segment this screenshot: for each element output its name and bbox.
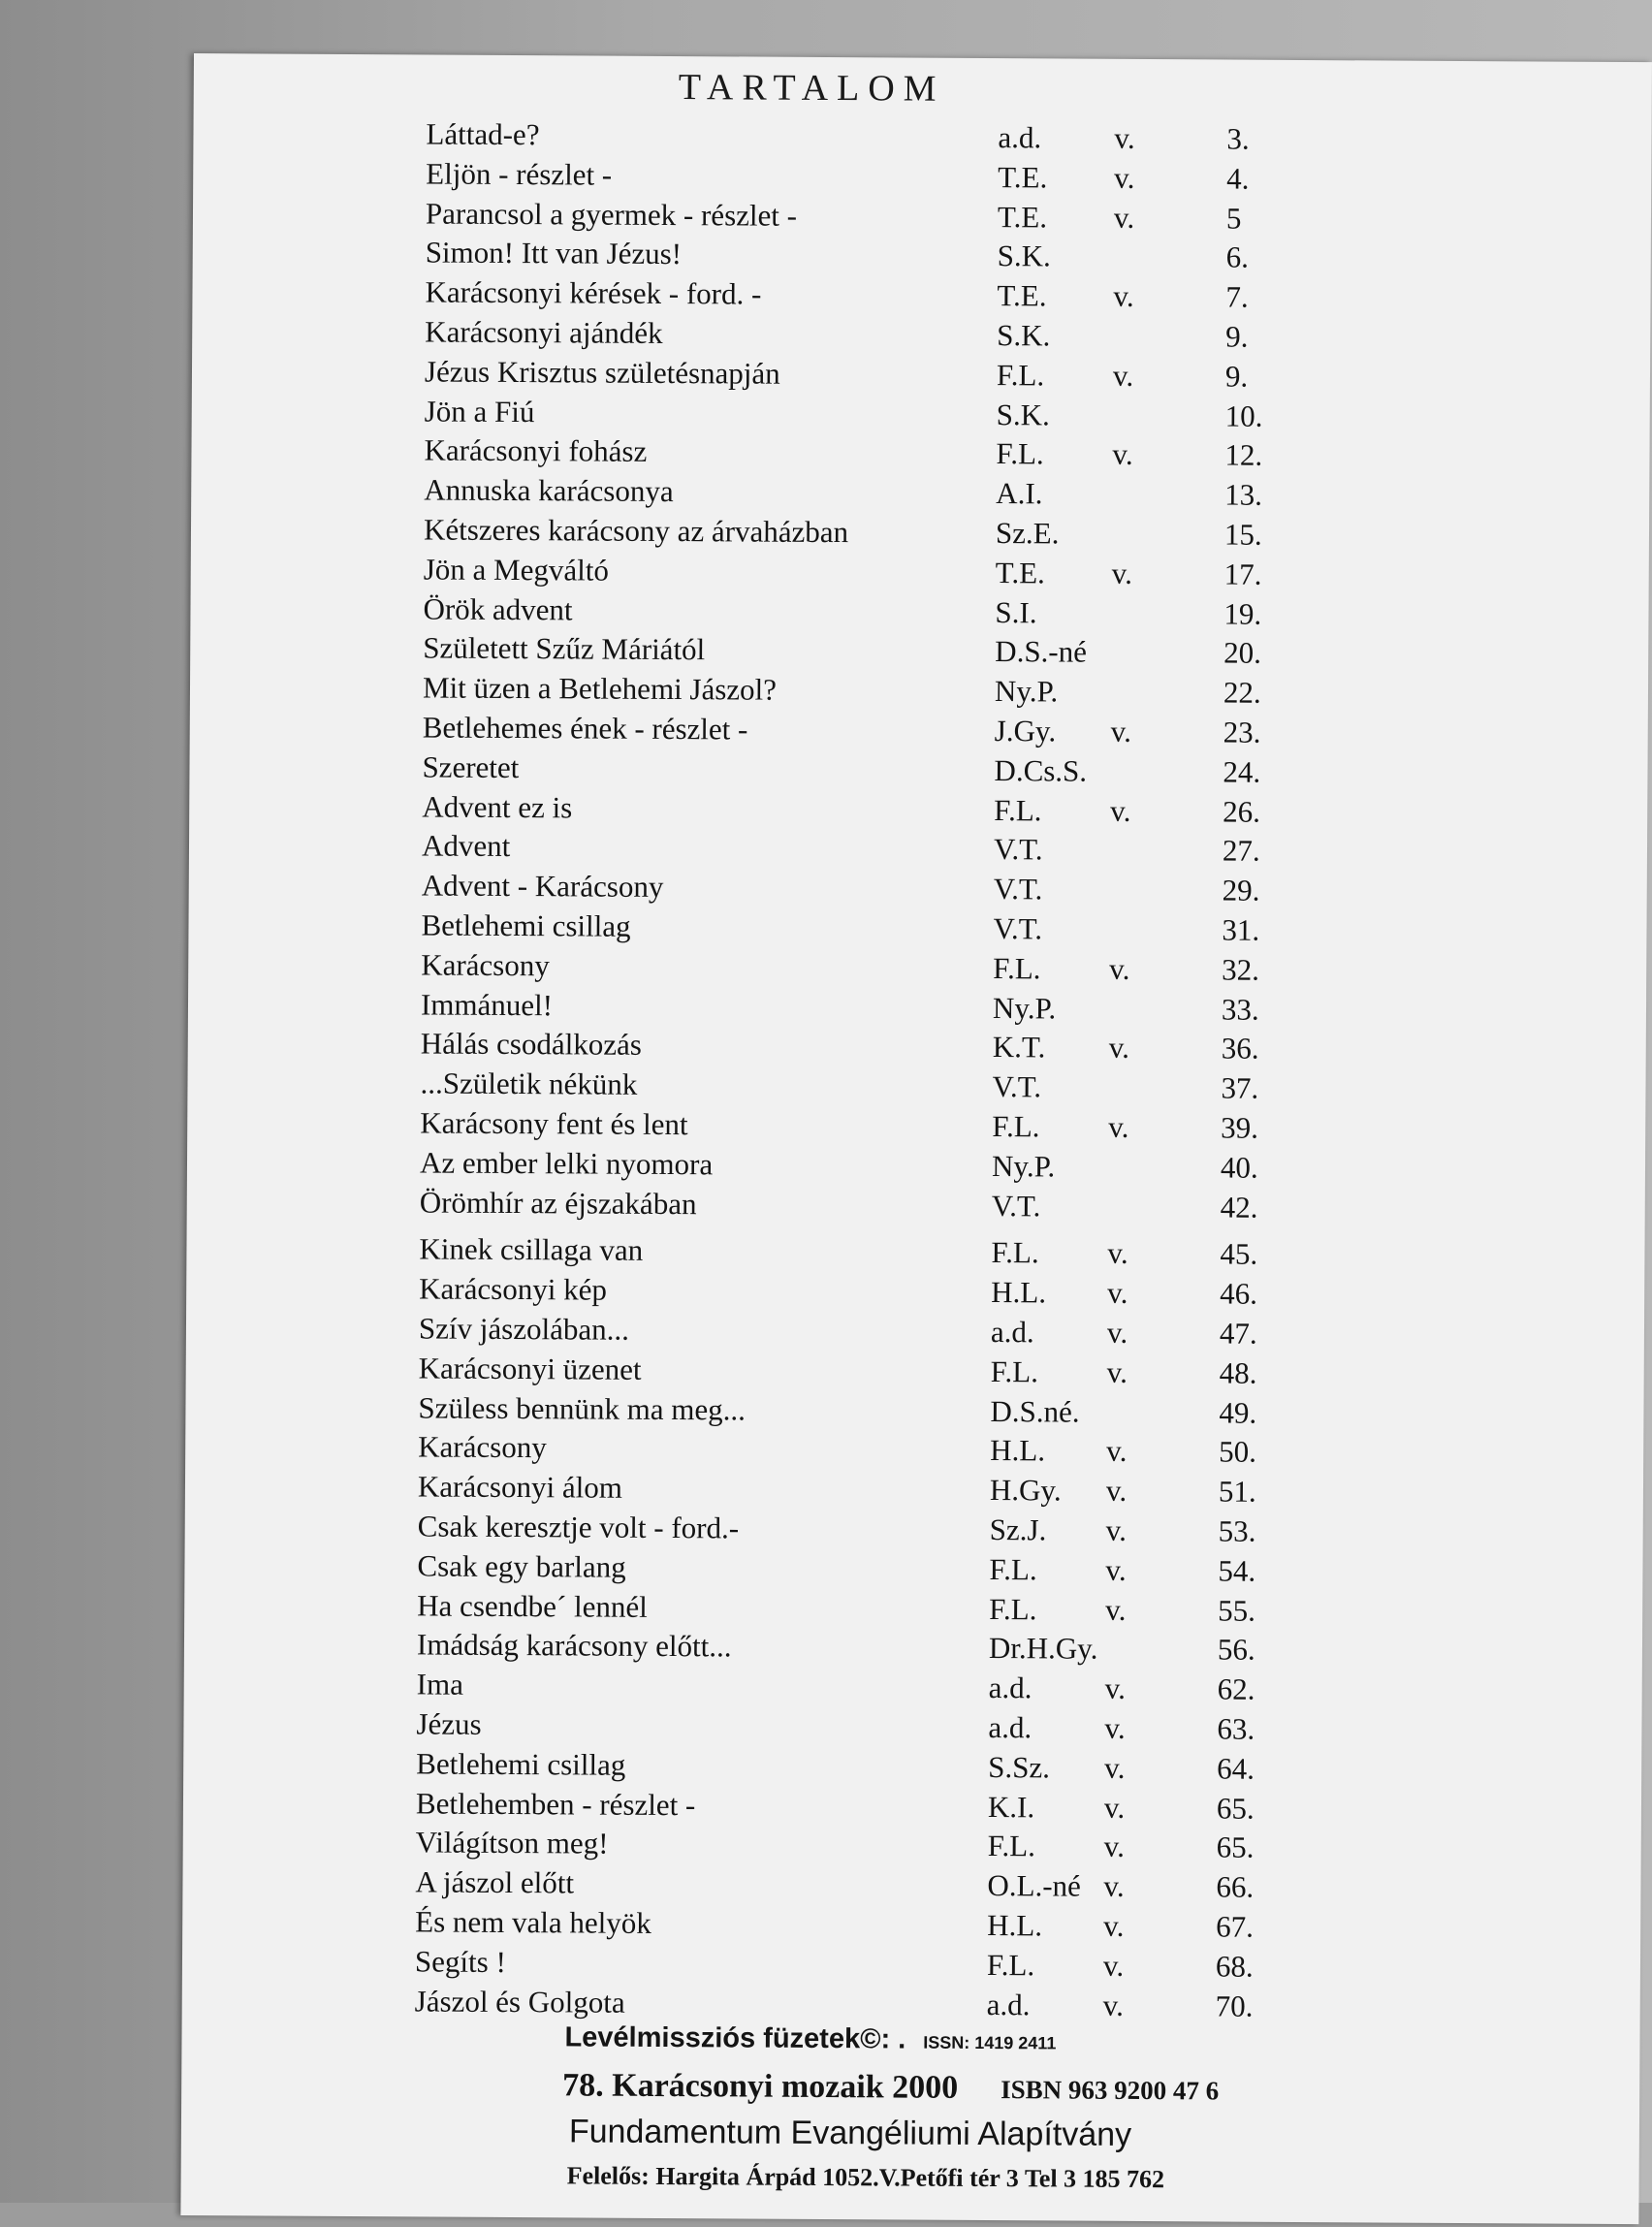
entry-mark: v. <box>1103 1829 1126 1864</box>
entry-author: V.T. <box>992 1069 1042 1104</box>
entry-page: 39. <box>1221 1110 1259 1145</box>
entry-author: F.L. <box>996 357 1045 393</box>
entry-title: Csak keresztje volt - ford.- <box>417 1509 740 1545</box>
entry-author: H.Gy. <box>989 1473 1062 1508</box>
entry-title: Csak egy barlang <box>417 1548 626 1584</box>
entry-mark: v. <box>1102 1988 1125 2022</box>
entry-author: a.d. <box>986 1987 1031 2021</box>
entry-title: És nem vala helyök <box>415 1904 651 1940</box>
entry-title: Hálás csodálkozás <box>420 1026 642 1063</box>
entry-title: Karácsonyi fohász <box>424 432 648 469</box>
entry-page: 70. <box>1215 1988 1254 2023</box>
entry-title: Karácsonyi ajándék <box>425 314 663 350</box>
entry-mark: v. <box>1111 556 1133 590</box>
entry-mark: v. <box>1106 1434 1128 1469</box>
entry-page: 24. <box>1223 754 1261 789</box>
entry-author: V.T. <box>993 872 1043 907</box>
entry-page: 66. <box>1216 1869 1255 1904</box>
volume-title: 78. Karácsonyi mozaik 2000 <box>562 2067 959 2106</box>
entry-title: Imádság karácsony előtt... <box>416 1627 732 1664</box>
entry-mark: v. <box>1103 1790 1126 1825</box>
entry-mark: v. <box>1112 437 1133 472</box>
entry-author: a.d. <box>988 1670 1032 1705</box>
toc-entry <box>187 1182 1645 1229</box>
entry-author: Ny.P. <box>994 674 1059 709</box>
entry-page: 22. <box>1223 675 1261 710</box>
entry-author: V.T. <box>991 1188 1041 1223</box>
entry-author: T.E. <box>997 278 1047 313</box>
entry-page: 50. <box>1219 1434 1257 1470</box>
entry-page: 10. <box>1224 398 1263 433</box>
entry-author: F.L. <box>994 792 1042 827</box>
entry-title: Annuska karácsonya <box>424 472 674 509</box>
entry-page: 17. <box>1223 557 1262 591</box>
entry-page: 49. <box>1219 1395 1257 1430</box>
entry-mark: v. <box>1113 200 1135 235</box>
entry-author: F.L. <box>993 950 1041 986</box>
entry-title: Kétszeres karácsony az árvaházban <box>423 512 849 550</box>
entry-title: Eljön - részlet - <box>426 156 613 192</box>
entry-title: Szeretet <box>422 749 520 784</box>
entry-title: Segíts ! <box>414 1944 506 1979</box>
entry-author: T.E. <box>995 555 1045 590</box>
entry-page: 23. <box>1223 715 1261 749</box>
entry-title: Mit üzen a Betlehemi Jászol? <box>422 670 778 707</box>
entry-mark: v. <box>1102 1948 1125 1983</box>
footer-responsible: Felelős: Hargita Árpád 1052.V.Petőfi tér 3 Tel 3 185 762 <box>566 2161 1165 2194</box>
entry-page: 20. <box>1223 635 1262 671</box>
entry-page: 68. <box>1215 1949 1254 1984</box>
entry-author: a.d. <box>998 120 1042 155</box>
entry-title: Karácsony <box>421 947 550 983</box>
entry-title: A jászol előtt <box>415 1864 575 1900</box>
entry-page: 5 <box>1225 201 1242 236</box>
series-name: Levélmissziós füzetek©: . <box>564 2021 906 2055</box>
document-page <box>180 53 1652 2224</box>
entry-author: F.L. <box>996 436 1044 471</box>
entry-page: 3. <box>1226 121 1250 156</box>
entry-mark: v. <box>1110 714 1132 748</box>
entry-author: D.S.-né <box>995 634 1088 670</box>
entry-author: S.K. <box>997 239 1051 273</box>
entry-page: 15. <box>1223 517 1262 552</box>
entry-page: 63. <box>1217 1711 1255 1746</box>
entry-mark: v. <box>1105 1512 1128 1547</box>
entry-title: Láttad-e? <box>426 116 540 152</box>
entry-mark: v. <box>1108 1031 1130 1066</box>
entry-page: 26. <box>1223 794 1261 829</box>
entry-mark: v. <box>1108 1109 1129 1144</box>
entry-page: 65. <box>1216 1829 1255 1865</box>
entry-mark: v. <box>1113 278 1134 314</box>
table-of-contents <box>180 53 1652 2224</box>
entry-page: 40. <box>1220 1150 1258 1185</box>
entry-title: Betlehemi csillag <box>421 907 631 943</box>
entry-title: Szüless bennünk ma meg... <box>418 1390 747 1427</box>
entry-title: Betlehemes ének - részlet - <box>422 710 748 747</box>
entry-title: Advent - Karácsony <box>421 868 664 905</box>
footer-publisher: Fundamentum Evangéliumi Alapítvány <box>568 2113 1132 2153</box>
entry-mark: v. <box>1106 1354 1128 1389</box>
entry-page: 56. <box>1217 1632 1255 1668</box>
entry-page: 64. <box>1217 1751 1255 1786</box>
entry-author: H.L. <box>990 1433 1046 1468</box>
entry-author: a.d. <box>990 1315 1034 1350</box>
entry-mark: v. <box>1103 1908 1125 1943</box>
entry-page: 65. <box>1216 1791 1255 1826</box>
entry-title: Immánuel! <box>420 987 554 1022</box>
entry-page: 19. <box>1223 596 1262 631</box>
entry-author: F.L. <box>992 1109 1040 1144</box>
entry-page: 13. <box>1224 477 1263 512</box>
entry-mark: v. <box>1105 1592 1127 1627</box>
entry-page: 7. <box>1225 279 1249 314</box>
entry-page: 48. <box>1219 1355 1257 1390</box>
entry-author: A.I. <box>996 476 1043 511</box>
page-title: TARTALOM <box>678 67 945 110</box>
entry-author: F.L. <box>989 1591 1037 1626</box>
entry-page: 45. <box>1220 1236 1258 1272</box>
entry-author: Ny.P. <box>991 1148 1056 1184</box>
toc-entry <box>182 1981 1640 2028</box>
entry-author: F.L. <box>991 1235 1039 1270</box>
entry-page: 46. <box>1220 1276 1258 1311</box>
entry-mark: v. <box>1105 1473 1128 1509</box>
entry-title: Karácsony <box>418 1429 547 1465</box>
entry-author: F.L. <box>986 1947 1035 1983</box>
entry-page: 62. <box>1217 1671 1255 1706</box>
entry-mark: v. <box>1114 120 1135 155</box>
entry-title: Jön a Megváltó <box>423 552 610 588</box>
entry-title: Karácsonyi üzenet <box>418 1351 642 1386</box>
entry-page: 9. <box>1224 359 1249 394</box>
entry-page: 4. <box>1226 161 1250 196</box>
entry-page: 51. <box>1218 1474 1256 1509</box>
entry-page: 67. <box>1216 1909 1255 1944</box>
entry-author: T.E. <box>998 159 1048 195</box>
entry-title: Világítson meg! <box>415 1825 609 1861</box>
entry-author: Dr.H.Gy. <box>988 1631 1098 1667</box>
entry-page: 33. <box>1221 992 1259 1027</box>
entry-author: O.L.-né <box>987 1868 1081 1903</box>
entry-author: D.Cs.S. <box>994 752 1088 788</box>
entry-mark: v. <box>1106 1315 1128 1350</box>
entry-title: Karácsonyi kérések - ford. - <box>425 274 762 311</box>
entry-author: Sz.E. <box>995 516 1060 551</box>
entry-author: S.Sz. <box>988 1749 1051 1785</box>
entry-author: F.L. <box>989 1551 1037 1587</box>
entry-mark: v. <box>1105 1552 1127 1587</box>
entry-author: a.d. <box>988 1710 1032 1745</box>
entry-author: K.T. <box>992 1030 1046 1065</box>
entry-title: Karácsony fent és lent <box>420 1105 688 1142</box>
entry-mark: v. <box>1112 358 1134 393</box>
entry-title: Jön a Fiú <box>424 394 535 429</box>
entry-title: Az ember lelki nyomora <box>419 1145 714 1182</box>
entry-mark: v. <box>1110 793 1131 828</box>
entry-title: Szív jászolában... <box>418 1311 630 1347</box>
entry-title: Simon! Itt van Jézus! <box>425 235 683 271</box>
entry-page: 47. <box>1219 1316 1257 1351</box>
entry-title: Ima <box>416 1667 464 1702</box>
entry-author: V.T. <box>993 911 1043 946</box>
entry-page: 37. <box>1221 1070 1259 1105</box>
entry-author: Sz.J. <box>989 1512 1047 1547</box>
entry-mark: v. <box>1114 160 1135 195</box>
entry-title: Karácsonyi kép <box>419 1271 608 1307</box>
entry-author: F.L. <box>990 1353 1039 1389</box>
entry-title: Advent ez is <box>422 789 573 824</box>
entry-author: Ny.P. <box>992 990 1057 1026</box>
entry-title: Örömhír az éjszakában <box>419 1185 697 1221</box>
entry-title: ...Születik nékünk <box>420 1066 638 1102</box>
entry-author: F.L. <box>987 1829 1036 1863</box>
entry-page: 9. <box>1225 319 1249 354</box>
entry-title: Jászol és Golgota <box>414 1984 625 2020</box>
entry-title: Ha csendbe´ lennél <box>417 1588 648 1624</box>
entry-page: 53. <box>1218 1513 1256 1548</box>
entry-title: Jézus Krisztus születésnapján <box>424 354 780 391</box>
entry-page: 29. <box>1222 873 1260 907</box>
entry-page: 32. <box>1222 952 1260 987</box>
entry-title: Betlehemi csillag <box>416 1746 626 1782</box>
entry-mark: v. <box>1104 1750 1126 1785</box>
isbn: ISBN 963 9200 47 6 <box>1001 2075 1220 2106</box>
entry-author: T.E. <box>997 199 1048 234</box>
entry-author: J.Gy. <box>994 714 1057 748</box>
entry-page: 42. <box>1220 1190 1258 1225</box>
entry-title: Advent <box>421 828 511 864</box>
entry-page: 12. <box>1224 437 1263 473</box>
entry-page: 55. <box>1218 1593 1256 1628</box>
entry-author: S.K. <box>996 397 1050 431</box>
entry-page: 54. <box>1218 1553 1256 1588</box>
entry-author: H.L. <box>987 1908 1043 1943</box>
entry-title: Örök advent <box>423 591 573 626</box>
entry-title: Betlehemben - részlet - <box>415 1786 696 1822</box>
entry-author: S.I. <box>995 594 1037 629</box>
entry-mark: v. <box>1104 1710 1126 1745</box>
entry-mark: v. <box>1104 1670 1127 1706</box>
entry-title: Karácsonyi álom <box>417 1469 622 1505</box>
entry-page: 6. <box>1225 239 1250 275</box>
entry-author: D.S.né. <box>990 1393 1080 1429</box>
entry-mark: v. <box>1107 1236 1128 1271</box>
entry-page: 27. <box>1222 833 1260 869</box>
entry-author: V.T. <box>993 832 1043 867</box>
issn: ISSN: 1419 2411 <box>923 2032 1057 2053</box>
entry-mark: v. <box>1107 1275 1128 1311</box>
entry-page: 31. <box>1222 912 1260 947</box>
entry-title: Jézus <box>416 1706 482 1741</box>
entry-author: K.I. <box>987 1789 1035 1824</box>
entry-page: 36. <box>1221 1031 1259 1066</box>
entry-mark: v. <box>1109 951 1130 986</box>
entry-title: Parancsol a gyermek - részlet - <box>425 196 798 233</box>
entry-author: S.K. <box>997 318 1051 353</box>
entry-title: Kinek csillaga van <box>419 1231 644 1268</box>
entry-mark: v. <box>1103 1868 1125 1904</box>
entry-author: H.L. <box>991 1275 1047 1310</box>
entry-title: Született Szűz Máriától <box>423 630 706 667</box>
